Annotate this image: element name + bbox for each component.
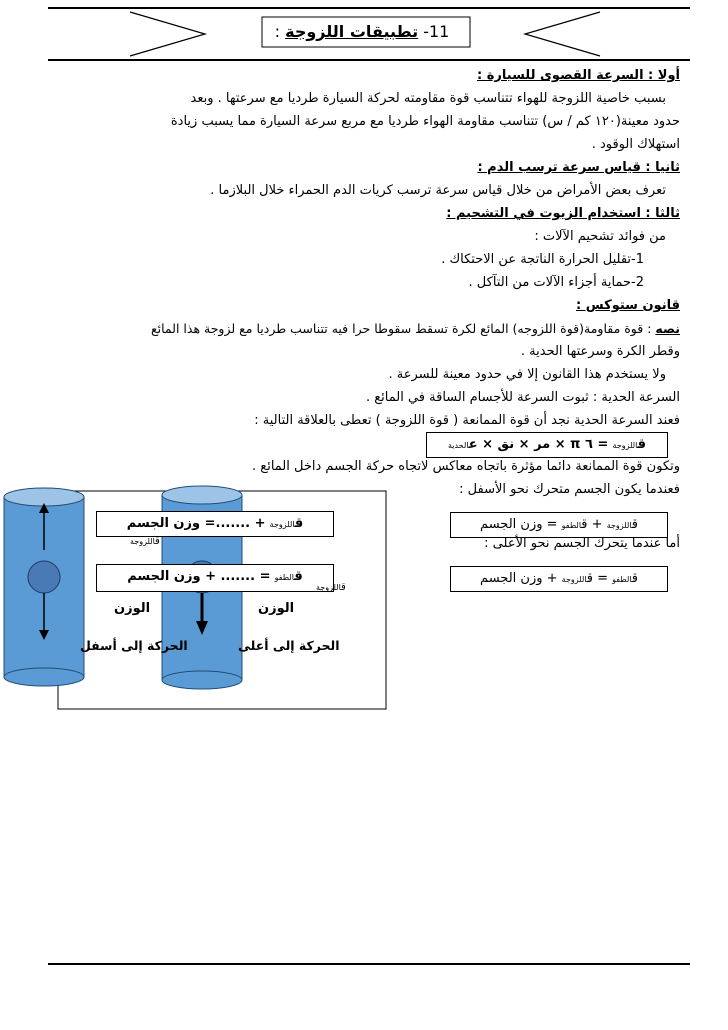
weight-label-left: الوزن [114, 601, 151, 616]
cylinder-down [4, 488, 84, 686]
stokes-formula: قاللزوجة = ٦ π × مر × نق × عالحدية [426, 432, 668, 458]
list-item: 2-حماية أجزاء الآلات من التآكل . [468, 275, 644, 290]
section-heading-car: أولا : السرعة القصوى للسيارة : [477, 68, 680, 83]
page-title [262, 17, 462, 47]
paragraph-line: من فوائد تشحيم الآلات : [534, 229, 666, 244]
paragraph-line: استهلاك الوقود . [591, 137, 680, 152]
stokes-statement [48, 320, 680, 338]
weight-label-right: الوزن [258, 601, 295, 616]
terminal-velocity-definition: السرعة الحدية : ثبوت السرعة للأجسام الساقة في المائع . [365, 390, 680, 405]
footer-rule [0, 960, 728, 970]
viscosity-force-label-right: قاللزوجة [316, 582, 346, 593]
paragraph-line: أما عندما يتحرك الجسم نحو الأعلى : [484, 536, 680, 551]
motion-down-label: الحركة إلى أسفل [80, 638, 188, 653]
equation-up: قالطفو = قاللزوجة + وزن الجسم [450, 566, 668, 592]
paragraph-line: وقطر الكرة وسرعتها الحدية . [520, 344, 680, 359]
stokes-label: نصه [655, 321, 680, 336]
title-text: تطبيقات اللزوجة [285, 22, 419, 41]
diagram-equation-up: قالطفو = ....... + وزن الجسم [96, 564, 334, 592]
paragraph-line: فعند السرعة الحدية نجد أن قوة الممانعة ( قوة اللزوجة ) تعطى بالعلاقة التالية : [254, 413, 680, 428]
section-heading-oils: ثالثا : استخدام الزيوت في التشحيم : [446, 206, 680, 221]
title-colon: : [274, 22, 281, 41]
title-number: 11- [423, 22, 450, 41]
stokes-line: : قوة مقاومة(قوة اللزوجه) المائع لكرة تسقط سقوطا حرا فيه تتناسب طرديا مع لزوجة هذا المائع [150, 321, 652, 336]
paragraph-line: بسبب خاصية اللزوجة للهواء تتناسب قوة مقاومته لحركة السيارة طرديا مع سرعتها . وبعد [190, 91, 666, 106]
paragraph-line: حدود معينة(١٢٠ كم / س) تتناسب مقاومة الهواء طرديا مع مربع سرعة السيارة مما يسبب زيادة [170, 114, 680, 129]
paragraph-line: وتكون قوة الممانعة دائما مؤثرة باتجاه معاكس لاتجاه حركة الجسم داخل المائع . [252, 459, 680, 474]
viscosity-force-label: قاللزوجة [130, 536, 160, 547]
motion-up-label: الحركة إلى أعلى [238, 638, 340, 653]
paragraph-line: فعندما يكون الجسم متحرك نحو الأسفل : [459, 482, 680, 497]
diagram-equation-down: قاللزوجة + .......= وزن الجسم [96, 511, 334, 537]
section-heading-blood: ثانيا : قياس سرعة ترسب الدم : [477, 160, 680, 175]
section-heading-stokes: قانون ستوكس : [576, 298, 680, 313]
paragraph-line: تعرف بعض الأمراض من خلال قياس سرعة ترسب كريات الدم الحمراء خلال البلازما . [210, 183, 666, 198]
equation-down: قاللزوجة + قالطفو = وزن الجسم [450, 512, 668, 538]
paragraph-line: ولا يستخدم هذا القانون إلا في حدود معينة للسرعة . [388, 367, 666, 382]
list-item: 1-تقليل الحرارة الناتجة عن الاحتكاك . [441, 252, 644, 267]
